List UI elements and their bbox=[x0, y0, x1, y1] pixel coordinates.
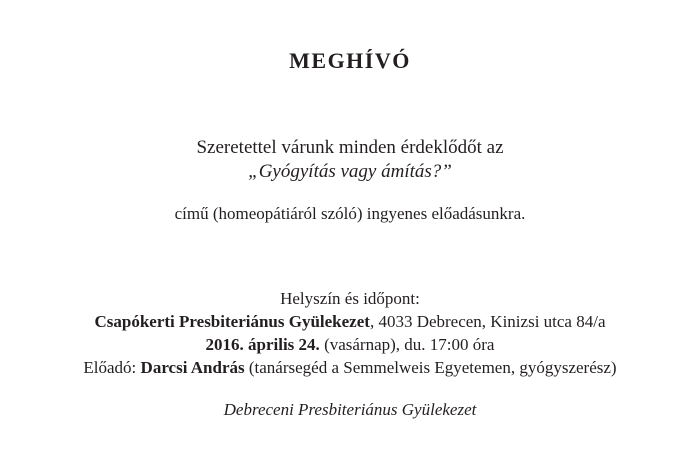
location-time-heading: Helyszín és időpont: bbox=[280, 289, 420, 308]
event-time: (vasárnap), du. 17:00 óra bbox=[319, 335, 495, 354]
venue-line bbox=[0, 312, 700, 332]
intro-text: Szeretettel várunk minden érdeklődőt az bbox=[196, 137, 504, 158]
venue-name: Csapókerti Presbiteriánus Gyülekezet bbox=[94, 312, 370, 331]
lecture-title: „Gyógyítás vagy ámítás?” bbox=[248, 161, 452, 182]
speaker-label: Előadó: bbox=[83, 358, 141, 377]
invitation-title: MEGHÍVÓ bbox=[289, 48, 411, 73]
speaker-title: (tanársegéd a Semmelweis Egyetemen, gyógyszerész) bbox=[244, 358, 617, 377]
venue-address: , 4033 Debrecen, Kinizsi utca 84/a bbox=[369, 312, 606, 331]
intro-description: című (homeopátiáról szóló) ingyenes előadásunkra. bbox=[174, 204, 526, 223]
organizer-signature: Debreceni Presbiteriánus Gyülekezet bbox=[223, 400, 477, 419]
speaker-name: Darcsi András bbox=[140, 358, 245, 377]
date-line bbox=[0, 335, 700, 355]
event-date: 2016. április 24. bbox=[205, 335, 320, 354]
speaker-line bbox=[0, 358, 700, 378]
